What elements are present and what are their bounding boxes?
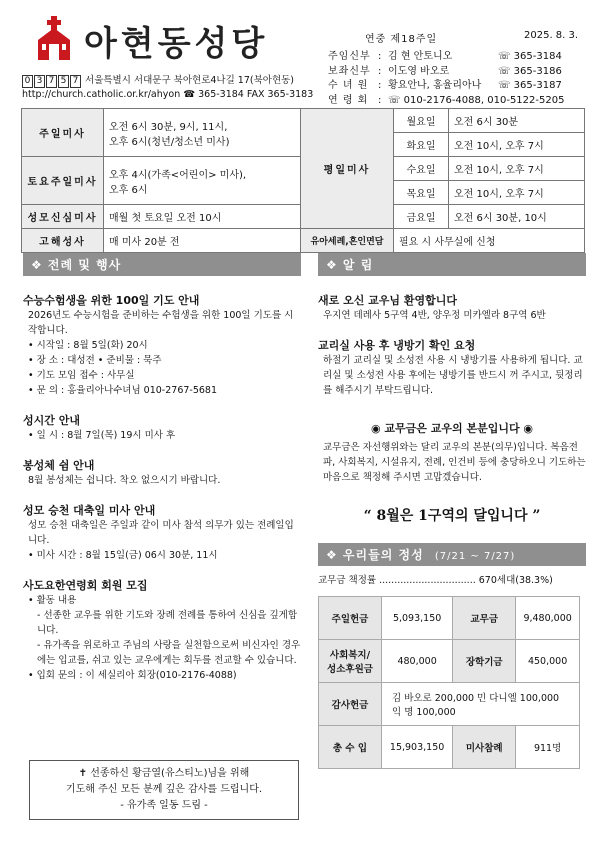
notice-body: 2026년도 수능시험을 준비하는 수험생을 위한 100일 기도를 시작합니다. bbox=[28, 310, 294, 336]
notice-body: 하절기 교리실 및 소성전 사용 시 냉방기를 사용하게 됩니다. 교리실 및 소성전 사용 후에는 냉방기를 반드시 꺼 주시고, 뒷정리를 해주시기 부탁드립니다. bbox=[323, 355, 583, 396]
notice-bullet: • 시작일 : 8월 5일(화) 20시 bbox=[28, 340, 148, 351]
clergy-list bbox=[328, 50, 588, 108]
section-header: ❖ 전례 및 행사 bbox=[23, 253, 301, 276]
confession-label: 고해성사 bbox=[22, 229, 104, 253]
thanks-line: ✝ 선종하신 황금열(유스티노)님을 위해 bbox=[78, 768, 250, 779]
notice-bullet: • 미사 시간 : 8월 15일(금) 06시 30분, 11시 bbox=[28, 550, 218, 561]
clergy-row: 연 령 회 : ☏ 010-2176-4088, 010-5122-5205 bbox=[328, 94, 565, 106]
clergy-row: 주임신부 : 김 현 안토니오 ☏ 365-3184 bbox=[328, 51, 562, 62]
contact-line bbox=[22, 89, 313, 100]
address-text: 서울특별시 서대문구 북아현로4나길 17(북아현동) bbox=[85, 75, 294, 86]
notice-title: 새로 오신 교우님 환영합니다 bbox=[318, 294, 457, 307]
weekday-time: 오전 6시 30분, 10시 bbox=[449, 205, 585, 229]
notice-bullet: • 일 시 : 8월 7일(목) 19시 미사 후 bbox=[28, 430, 176, 441]
section-header: ❖ 알 림 bbox=[318, 253, 586, 276]
offering-row: 감사헌금 김 바오로 200,000 민 다니엘 100,000 익 명 100,000 bbox=[319, 683, 580, 726]
postal-code: 0 3 7 5 7 bbox=[22, 75, 85, 86]
saturday-mass-times: 오후 4시(가족<어린이> 미사), 오후 6시 bbox=[104, 157, 301, 205]
notice-bullet: • 입회 문의 : 이 세실리아 회장(010-2176-4088) bbox=[28, 670, 237, 681]
fax: FAX 365-3183 bbox=[246, 89, 314, 100]
notice-sub-item: - 유가족을 위로하고 주님의 사랑을 실천함으로써 비신자인 경우에는 입교를, 쉬고 있는 교우에게는 회두를 전교할 수 있습니다. bbox=[37, 640, 301, 666]
weekday: 수요일 bbox=[394, 157, 449, 181]
weekday-mass-label: 평일미사 bbox=[301, 109, 394, 229]
baptism-label: 유아세례,혼인면담 bbox=[301, 229, 394, 253]
weekday-time: 오전 6시 30분 bbox=[449, 109, 585, 133]
saturday-mass-label: 토요주일미사 bbox=[22, 157, 104, 205]
page-title: 아현동성당 bbox=[84, 24, 269, 64]
weekday-time: 오전 10시, 오후 7시 bbox=[449, 181, 585, 205]
baptism-info: 필요 시 사무실에 신청 bbox=[394, 229, 585, 253]
address bbox=[22, 72, 294, 88]
notice-body: 우지연 데레사 5구역 4반, 양우정 미카엘라 8구역 6반 bbox=[323, 310, 546, 321]
offering-row: 주일헌금 5,093,150 교무금 9,480,000 bbox=[319, 597, 580, 640]
weekday-time: 오전 10시, 오후 7시 bbox=[449, 157, 585, 181]
marian-mass-label: 성모신심미사 bbox=[22, 205, 104, 229]
bulletin-date: 2025. 8. 3. bbox=[524, 30, 579, 41]
liturgy-events-column bbox=[23, 253, 301, 683]
confession-time: 매 미사 20분 전 bbox=[104, 229, 301, 253]
announcements-column bbox=[318, 253, 586, 769]
church-logo bbox=[34, 16, 74, 60]
notice-body: 성모 승천 대축일은 주일과 같이 미사 참석 의무가 있는 전례일입니다. bbox=[28, 520, 294, 546]
weekday: 화요일 bbox=[394, 133, 449, 157]
weekday-time: 오전 10시, 오후 7시 bbox=[449, 133, 585, 157]
notice-title: 사도요한연령회 회원 모집 bbox=[23, 579, 148, 592]
notice-title: 성모 승천 대축일 미사 안내 bbox=[23, 504, 156, 517]
offering-row: 사회복지/ 성소후원금 480,000 장학기금 450,000 bbox=[319, 640, 580, 683]
weekday: 목요일 bbox=[394, 181, 449, 205]
thanks-line: - 유가족 일동 드림 - bbox=[120, 800, 208, 811]
notice-bullet: • 기도 모임 접수 : 사무실 bbox=[28, 370, 135, 381]
offering-table bbox=[318, 596, 580, 769]
monthly-slogan: “ 8월은 1구역의 달입니다 ” bbox=[363, 508, 541, 524]
clergy-row: 수 녀 원 : 황요안나, 홍율리아나 ☏ 365-3187 bbox=[328, 80, 562, 91]
weekday: 금요일 bbox=[394, 205, 449, 229]
liturgical-sunday: 연중 제18주일 bbox=[365, 34, 438, 45]
notice-title: 성시간 안내 bbox=[23, 414, 80, 427]
notice-body: 8월 봉성체는 쉽니다. 착오 없으시기 바랍니다. bbox=[28, 475, 221, 486]
sunday-mass-times: 오전 6시 30분, 9시, 11시, 오후 6시(청년/청소년 미사) bbox=[104, 109, 301, 157]
tithe-title: ◉ 교무금은 교우의 본분입니다 ◉ bbox=[370, 422, 534, 435]
mass-schedule-table bbox=[21, 108, 585, 253]
notice-bullet: • 활동 내용 bbox=[28, 595, 77, 606]
offering-row: 총 수 입 15,903,150 미사참례 911명 bbox=[319, 726, 580, 769]
tithe-body: 교무금은 자선행위와는 달리 교우의 본분(의무)입니다. 복음전파, 사회복지, 시설유지, 전례, 인건비 등에 충당하오니 기도하는 마음으로 책정해 주시면 고맙겠습니다. bbox=[323, 442, 586, 483]
weekday: 월요일 bbox=[394, 109, 449, 133]
notice-sub-item: - 선종한 교우를 위한 기도와 장례 전례를 통하여 신심을 깊게합니다. bbox=[37, 610, 298, 636]
offering-header: ❖ 우리들의 정성 (7/21 ~ 7/27) bbox=[318, 543, 586, 566]
sunday-mass-label: 주일미사 bbox=[22, 109, 104, 157]
notice-title: 수능수험생을 위한 100일 기도 안내 bbox=[23, 294, 200, 307]
clergy-row: 보좌신부 : 이도영 바오로 ☏ 365-3186 bbox=[328, 65, 562, 77]
marian-mass-time: 매월 첫 토요일 오전 10시 bbox=[104, 205, 301, 229]
notice-title: 봉성체 쉼 안내 bbox=[23, 459, 95, 472]
thanks-box bbox=[29, 760, 299, 820]
phone: ☎ 365-3184 bbox=[183, 89, 244, 100]
website-url[interactable]: http://church.catholic.or.kr/ahyon bbox=[22, 89, 181, 100]
thanks-line: 기도해 주신 모든 분께 깊은 감사를 드립니다. bbox=[65, 784, 263, 795]
notice-bullet: • 장 소 : 대성전 • 준비물 : 묵주 bbox=[28, 355, 162, 366]
pledge-rate: 교무금 책정률 ................................ 670세대(38.3%) bbox=[318, 575, 553, 586]
notice-bullet: • 문 의 : 홍율리아나수녀님 010-2767-5681 bbox=[28, 385, 218, 396]
notice-title: 교리실 사용 후 냉방기 확인 요청 bbox=[318, 339, 476, 352]
